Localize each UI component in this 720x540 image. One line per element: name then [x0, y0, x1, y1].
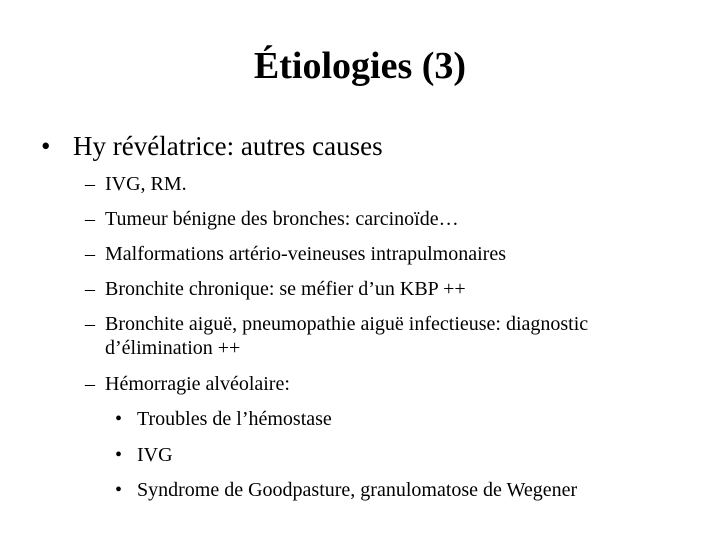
dash-marker: –	[85, 173, 95, 195]
sub-item	[85, 207, 459, 231]
sub-item-text: Tumeur bénigne des bronches: carcinoïde…	[105, 208, 459, 230]
dash-marker: –	[85, 278, 95, 300]
sub-item	[85, 372, 290, 396]
sub-item	[85, 277, 466, 301]
dash-marker: –	[85, 373, 95, 395]
bullet-marker: •	[41, 131, 51, 161]
sub-item-text: Bronchite aiguë, pneumopathie aiguë infectieuse: diagnostic d’élimination ++	[105, 313, 589, 359]
sub-item	[85, 172, 187, 196]
bullet-marker: •	[115, 408, 123, 430]
sub-item	[85, 242, 506, 266]
sub-sub-item	[115, 407, 332, 431]
bullet-marker: •	[115, 479, 123, 501]
sub-item-text: Malformations artério-veineuses intrapulmonaires	[105, 243, 506, 265]
dash-marker: –	[85, 243, 95, 265]
main-bullet-text: Hy révélatrice: autres causes	[73, 131, 383, 161]
sub-item	[85, 312, 625, 360]
sub-sub-item-text: Troubles de l’hémostase	[137, 408, 332, 430]
sub-sub-item-text: IVG	[137, 444, 173, 466]
sub-sub-item-text: Syndrome de Goodpasture, granulomatose de Wegener	[137, 479, 578, 501]
sub-item-text: Hémorragie alvéolaire:	[105, 373, 290, 395]
sub-sub-item	[115, 443, 173, 467]
sub-item-text: Bronchite chronique: se méfier d’un KBP ++	[105, 278, 466, 300]
slide-title: Étiologies (3)	[253, 45, 467, 87]
sub-item-text: IVG, RM.	[105, 173, 187, 195]
dash-marker: –	[85, 208, 95, 230]
bullet-marker: •	[115, 444, 123, 466]
main-bullet	[41, 130, 383, 162]
dash-marker: –	[85, 313, 95, 335]
sub-sub-item	[115, 478, 577, 502]
